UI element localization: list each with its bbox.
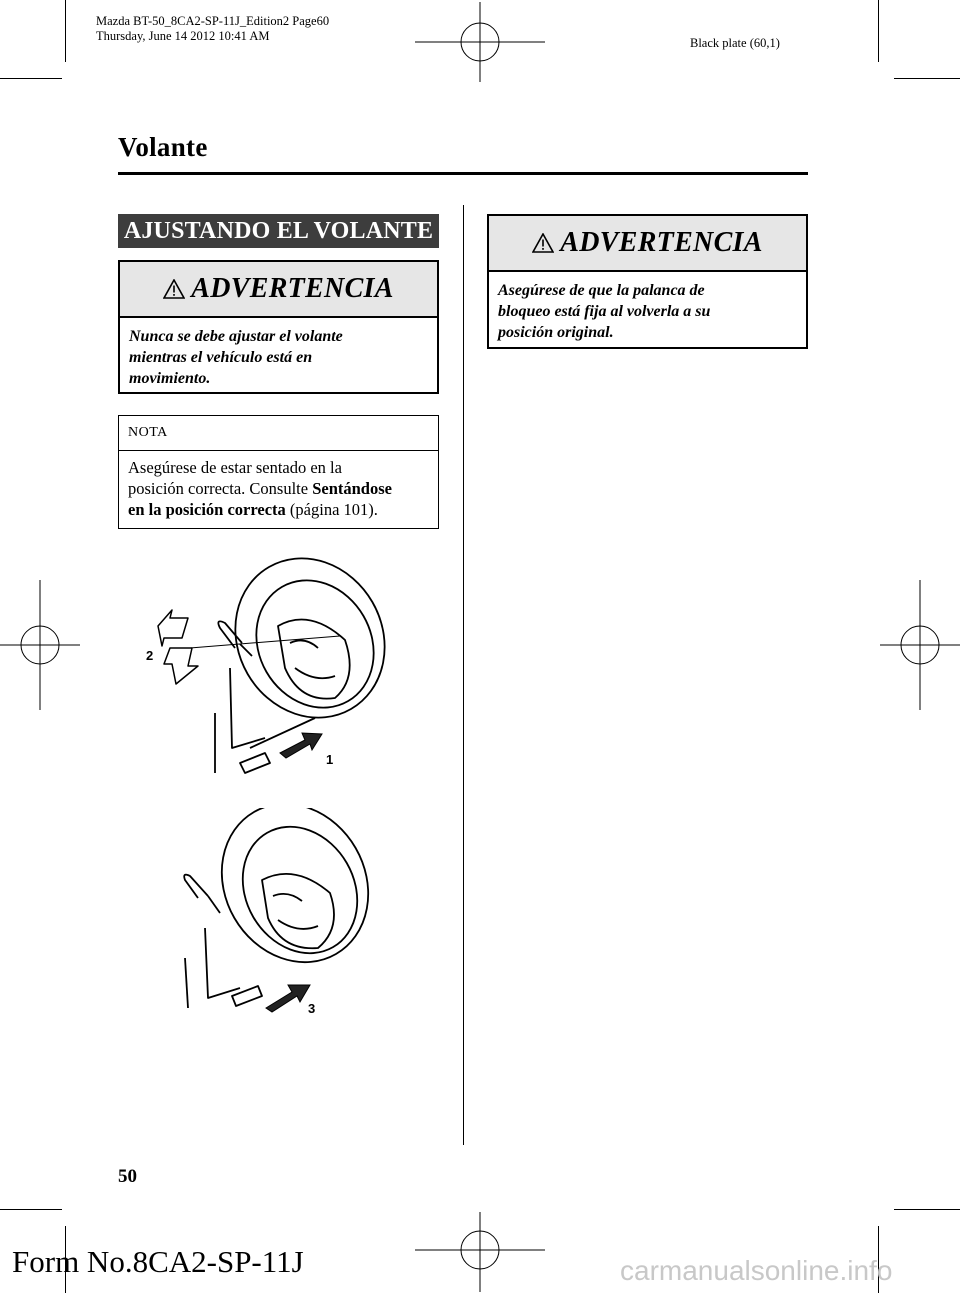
registration-mark-right: [880, 580, 960, 710]
note-line2-text: posición correcta. Consulte: [128, 479, 313, 498]
warning-text: [489, 272, 806, 353]
warning-text: [120, 318, 437, 399]
warning-header: [120, 262, 437, 318]
warning-line: mientras el vehículo está en: [129, 349, 313, 366]
note-reference-link[interactable]: en la posición correcta: [128, 500, 286, 519]
plate-label: Black plate (60,1): [690, 36, 780, 50]
figure-steering-wheel-lock: [170, 808, 410, 1023]
registration-mark-top: [415, 2, 545, 82]
warning-label: ADVERTENCIA: [560, 227, 763, 258]
steering-wheel-illustration: [170, 808, 410, 1023]
warning-triangle-icon: [532, 233, 554, 253]
warning-line: posición original.: [498, 324, 614, 341]
warning-box-left: [118, 260, 439, 394]
note-line3: [128, 499, 430, 520]
warning-label: ADVERTENCIA: [191, 273, 394, 304]
registration-mark-bottom: [415, 1212, 545, 1292]
title-rule: [118, 172, 808, 175]
warning-triangle-icon: [163, 279, 185, 299]
warning-header: [489, 216, 806, 272]
note-text: [119, 451, 438, 528]
steering-wheel-illustration: [140, 548, 400, 788]
section-title: Volante: [118, 132, 208, 162]
section-heading: AJUSTANDO EL VOLANTE: [118, 214, 439, 248]
print-metadata: [96, 14, 329, 44]
watermark: carmanualsonline.info: [620, 1255, 893, 1286]
note-box: [118, 415, 439, 529]
warning-box-right: [487, 214, 808, 349]
column-divider: [463, 205, 464, 1145]
warning-line: bloqueo está fija al volverla a su: [498, 303, 711, 320]
note-reference-link[interactable]: Sentándose: [312, 479, 392, 498]
note-label: NOTA: [119, 416, 438, 451]
form-number: Form No.8CA2-SP-11J: [12, 1244, 304, 1279]
print-meta-line2: Thursday, June 14 2012 10:41 AM: [96, 29, 270, 43]
page-number: 50: [118, 1166, 137, 1187]
note-page-ref: (página 101).: [285, 500, 378, 519]
print-meta-line1: Mazda BT-50_8CA2-SP-11J_Edition2 Page60: [96, 14, 330, 28]
figure-steering-wheel-unlock: [140, 548, 400, 788]
note-line1: Asegúrese de estar sentado en la: [128, 458, 342, 477]
warning-line: movimiento.: [129, 370, 211, 387]
note-line2: [128, 478, 430, 499]
registration-mark-left: [0, 580, 80, 710]
callout-3: 3: [308, 1001, 316, 1016]
warning-line: Asegúrese de que la palanca de: [498, 282, 705, 299]
callout-1: 1: [326, 752, 334, 767]
warning-line: Nunca se debe ajustar el volante: [129, 328, 343, 345]
callout-2: 2: [146, 648, 154, 663]
